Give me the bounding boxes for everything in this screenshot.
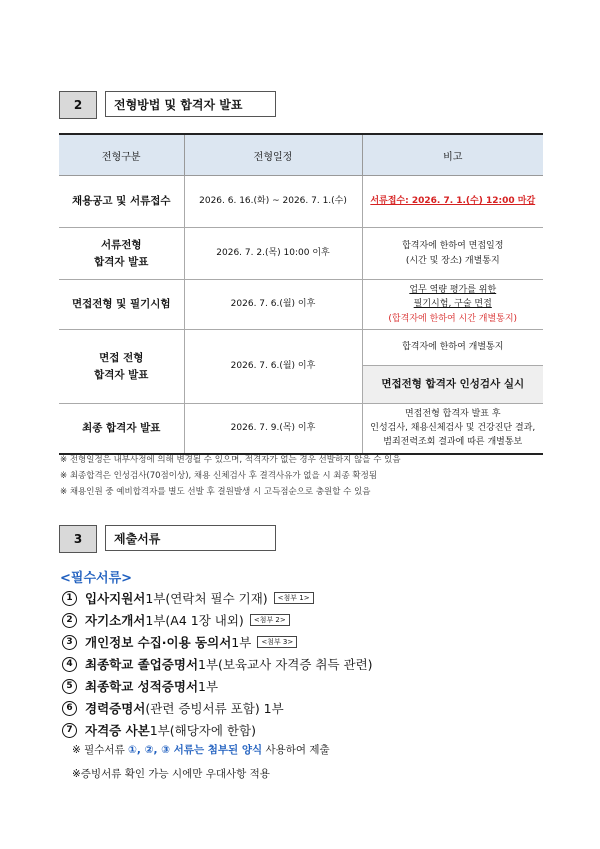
category-cell <box>59 330 184 404</box>
document-detail: 1부(해당자에 한함) <box>149 723 256 738</box>
footnote-prefix: ※ 필수서류 <box>72 744 129 756</box>
note-line: ※ 전형일정은 내부사정에 의해 변경될 수 있으며, 적격자가 없는 경우 선발하지 않을 수 있음 <box>60 455 401 465</box>
document-name: 입사지원서 <box>85 591 146 606</box>
footnote-highlight: ①, ②, ③ 서류는 첨부된 양식 <box>128 744 263 756</box>
category-line: 합격자 발표 <box>94 368 149 381</box>
document-name: 최종학교 성적증명서 <box>85 679 199 694</box>
schedule-cell: 2026. 6. 16.(화) ~ 2026. 7. 1.(수) <box>184 176 362 228</box>
section-title: 제출서류 <box>105 525 276 551</box>
document-detail: 1부(연락처 필수 기재) <box>145 591 268 606</box>
note-line: ※ 채용인원 중 예비합격자를 별도 선발 후 결원발생 시 고득점순으로 충원할 수 있음 <box>60 487 371 497</box>
footnote-suffix: 사용하여 제출 <box>262 744 330 756</box>
number-badge: 2 <box>62 613 77 628</box>
list-item <box>62 675 373 697</box>
remark-text: 서류접수: 2026. 7. 1.(수) 12:00 마감 <box>370 196 536 207</box>
remark-line: 면접전형 합격자 발표 후 <box>404 408 501 419</box>
number-badge: 4 <box>62 657 77 672</box>
remark-cell <box>362 176 543 228</box>
document-name: 자격증 사본 <box>85 723 150 738</box>
col-header: 전형구분 <box>59 134 184 176</box>
remark-cell <box>362 228 543 280</box>
note-line: ※ 최종합격은 인성검사(70점이상), 채용 신체검사 후 결격사유가 없을 시 최종 확정됨 <box>60 471 378 481</box>
category-cell <box>59 228 184 280</box>
remark-line: (합격자에 한하여 시간 개별통지) <box>388 313 518 324</box>
table-row <box>59 228 543 280</box>
table-header-row <box>59 134 543 176</box>
footnote-attachments <box>72 742 330 757</box>
number-badge: 3 <box>62 635 77 650</box>
schedule-notes <box>60 452 401 500</box>
document-name: 최종학교 졸업증명서 <box>85 657 199 672</box>
table-row <box>59 404 543 454</box>
remark-line: 업무 역량 평가를 위한 <box>409 284 497 295</box>
list-item <box>62 587 373 609</box>
document-name: 자기소개서 <box>85 613 146 628</box>
table-row <box>59 280 543 330</box>
required-docs-label: <필수서류> <box>60 571 133 586</box>
remark-cell: 합격자에 한하여 개별통지 <box>362 330 543 366</box>
schedule-cell: 2026. 7. 6.(월) 이후 <box>184 330 362 404</box>
document-detail: 1부(보육교사 자격증 취득 관련) <box>198 657 373 672</box>
section-number: 2 <box>59 91 97 119</box>
schedule-table <box>59 133 543 455</box>
table-row <box>59 176 543 228</box>
document-detail: 1부 <box>231 635 252 650</box>
number-badge: 6 <box>62 701 77 716</box>
section-2-header <box>59 91 276 119</box>
number-badge: 1 <box>62 591 77 606</box>
category-line: 합격자 발표 <box>94 255 149 268</box>
document-list <box>62 587 373 741</box>
list-item <box>62 631 373 653</box>
col-header: 전형일정 <box>184 134 362 176</box>
category-cell: 채용공고 및 서류접수 <box>59 176 184 228</box>
category-line: 서류전형 <box>100 238 142 251</box>
section-number: 3 <box>59 525 97 553</box>
remark-cell-shaded: 면접전형 합격자 인성검사 실시 <box>362 366 543 404</box>
document-detail: 1부(A4 1장 내외) <box>145 613 244 628</box>
category-cell: 면접전형 및 필기시험 <box>59 280 184 330</box>
table-row <box>59 330 543 366</box>
document-name: 경력증명서 <box>85 701 146 716</box>
schedule-cell: 2026. 7. 9.(목) 이후 <box>184 404 362 454</box>
remark-cell <box>362 404 543 454</box>
category-line: 면접 전형 <box>99 351 144 364</box>
remark-line: 필기시험, 구술 면접 <box>413 299 492 310</box>
document-detail: 1부 <box>198 679 219 694</box>
section-3-header <box>59 525 276 553</box>
number-badge: 7 <box>62 723 77 738</box>
section-title: 전형방법 및 합격자 발표 <box>105 91 276 117</box>
remark-cell <box>362 280 543 330</box>
document-name: 개인정보 수집·이용 동의서 <box>85 635 232 650</box>
footnote-evidence: ※증빙서류 확인 가능 시에만 우대사항 적용 <box>72 768 270 780</box>
number-badge: 5 <box>62 679 77 694</box>
attachment-tag: <첨부 2> <box>250 614 290 626</box>
list-item <box>62 609 373 631</box>
list-item <box>62 719 373 741</box>
col-header: 비고 <box>362 134 543 176</box>
document-detail: (관련 증빙서류 포함) 1부 <box>145 701 284 716</box>
schedule-cell: 2026. 7. 6.(월) 이후 <box>184 280 362 330</box>
remark-line: 합격자에 한하여 면접일정 <box>402 241 504 252</box>
attachment-tag: <첨부 3> <box>257 636 297 648</box>
category-cell: 최종 합격자 발표 <box>59 404 184 454</box>
schedule-cell: 2026. 7. 2.(목) 10:00 이후 <box>184 228 362 280</box>
remark-line: 범죄전력조회 결과에 따른 개별통보 <box>383 437 523 448</box>
list-item <box>62 697 373 719</box>
remark-line: 인성검사, 채용신체검사 및 건강진단 결과, <box>370 423 536 434</box>
attachment-tag: <첨부 1> <box>274 592 314 604</box>
remark-line: (시간 및 장소) 개별통지 <box>405 255 500 266</box>
list-item <box>62 653 373 675</box>
